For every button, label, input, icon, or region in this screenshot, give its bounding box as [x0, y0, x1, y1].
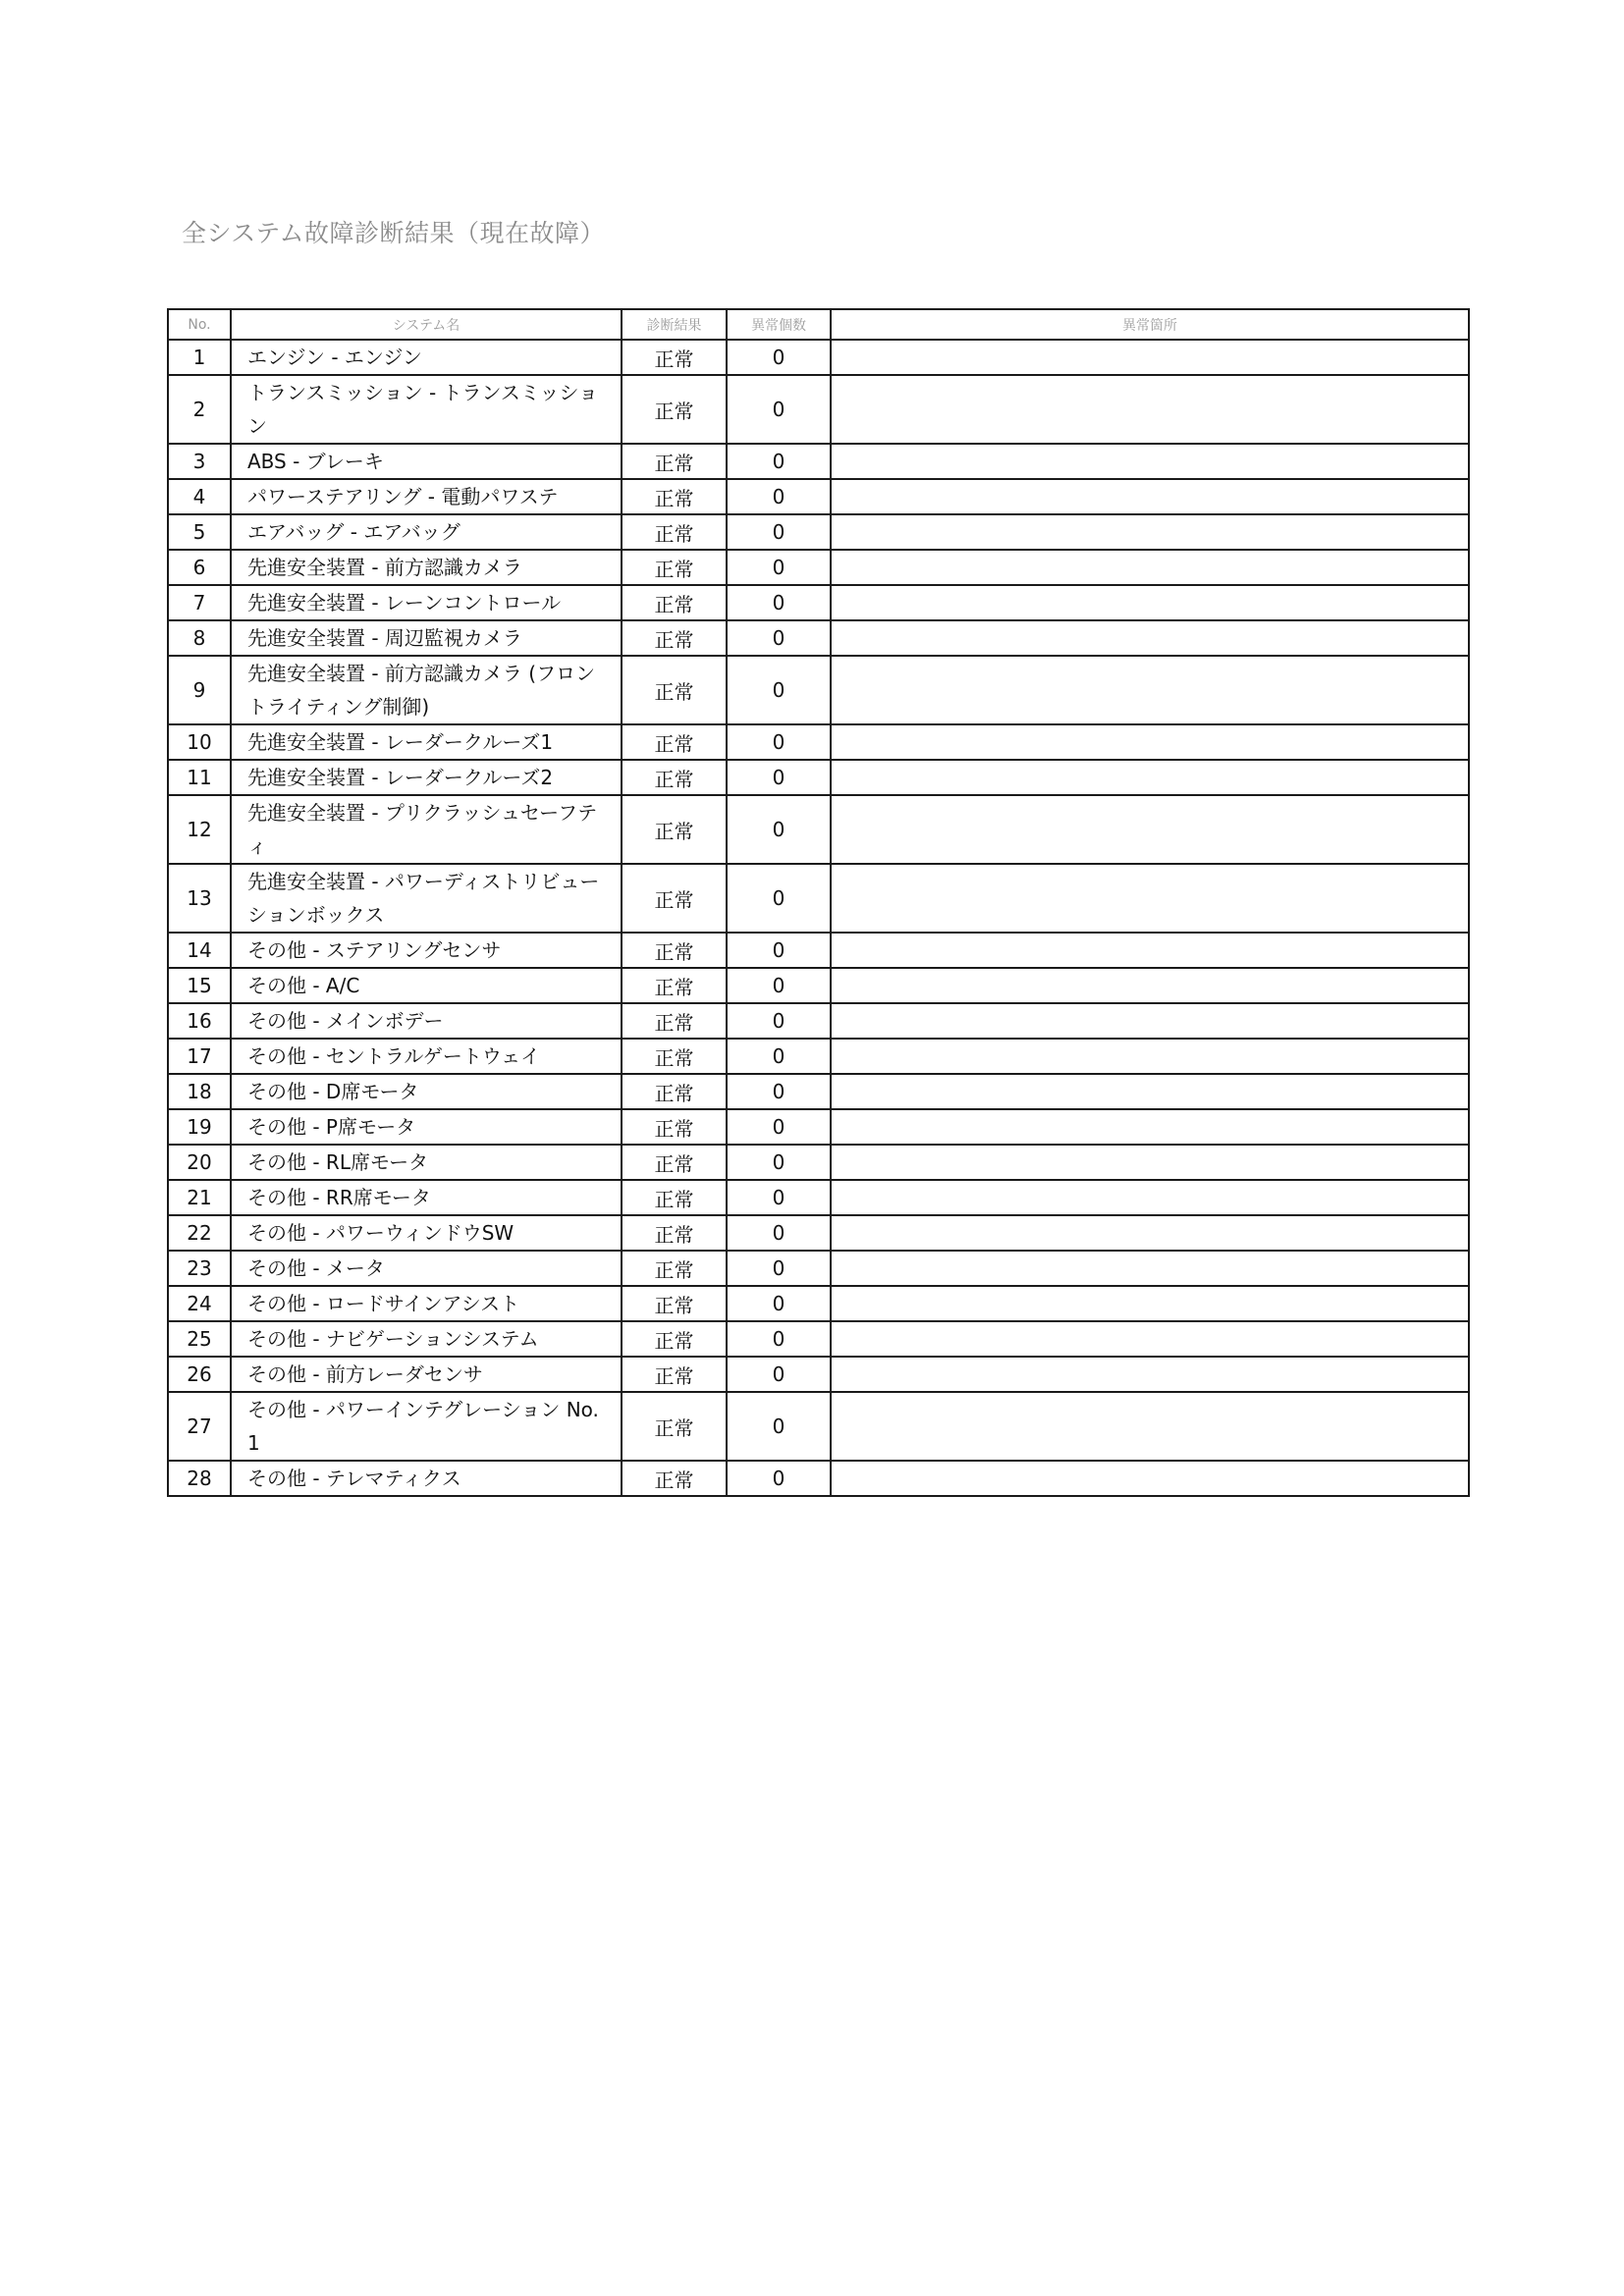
cell-no: 1: [168, 340, 231, 375]
cell-count: 0: [727, 1074, 831, 1109]
table-row: [168, 1003, 1469, 1039]
page-title: 全システム故障診断結果（現在故障）: [182, 219, 606, 247]
cell-no: 24: [168, 1286, 231, 1321]
table-row: [168, 1286, 1469, 1321]
cell-location: [831, 1039, 1469, 1074]
cell-count: 0: [727, 1039, 831, 1074]
cell-no: 28: [168, 1461, 231, 1496]
cell-result: 正常: [622, 1180, 727, 1215]
cell-system-name: トランスミッション - トランスミッション: [231, 375, 622, 444]
cell-result: 正常: [622, 514, 727, 550]
table-row: [168, 585, 1469, 620]
cell-result: 正常: [622, 1392, 727, 1461]
cell-system-name: エンジン - エンジン: [231, 340, 622, 375]
cell-result: 正常: [622, 1251, 727, 1286]
cell-no: 21: [168, 1180, 231, 1215]
diagnosis-table: [167, 308, 1470, 1497]
cell-count: 0: [727, 933, 831, 968]
cell-location: [831, 724, 1469, 760]
cell-location: [831, 550, 1469, 585]
table-body: [168, 340, 1469, 1496]
cell-no: 4: [168, 479, 231, 514]
cell-no: 17: [168, 1039, 231, 1074]
table-row: [168, 340, 1469, 375]
cell-system-name: その他 - メインボデー: [231, 1003, 622, 1039]
cell-system-name: その他 - セントラルゲートウェイ: [231, 1039, 622, 1074]
cell-result: 正常: [622, 479, 727, 514]
cell-result: 正常: [622, 620, 727, 656]
cell-location: [831, 795, 1469, 864]
table-row: [168, 656, 1469, 724]
cell-system-name: その他 - ステアリングセンサ: [231, 933, 622, 968]
column-header-no: No.: [168, 309, 231, 340]
cell-no: 15: [168, 968, 231, 1003]
cell-no: 5: [168, 514, 231, 550]
cell-count: 0: [727, 375, 831, 444]
cell-system-name: 先進安全装置 - 前方認識カメラ: [231, 550, 622, 585]
cell-system-name: その他 - パワーウィンドウSW: [231, 1215, 622, 1251]
cell-system-name: その他 - テレマティクス: [231, 1461, 622, 1496]
cell-count: 0: [727, 1392, 831, 1461]
cell-count: 0: [727, 1357, 831, 1392]
column-header-system-name: システム名: [231, 309, 622, 340]
cell-result: 正常: [622, 550, 727, 585]
table-row: [168, 933, 1469, 968]
cell-no: 3: [168, 444, 231, 479]
cell-no: 18: [168, 1074, 231, 1109]
cell-system-name: その他 - パワーインテグレーション No.1: [231, 1392, 622, 1461]
cell-result: 正常: [622, 1321, 727, 1357]
cell-system-name: 先進安全装置 - 周辺監視カメラ: [231, 620, 622, 656]
cell-count: 0: [727, 1215, 831, 1251]
cell-result: 正常: [622, 375, 727, 444]
cell-count: 0: [727, 1145, 831, 1180]
cell-no: 8: [168, 620, 231, 656]
cell-location: [831, 1321, 1469, 1357]
cell-system-name: その他 - A/C: [231, 968, 622, 1003]
table-row: [168, 724, 1469, 760]
cell-location: [831, 585, 1469, 620]
cell-location: [831, 864, 1469, 933]
cell-count: 0: [727, 864, 831, 933]
table-row: [168, 795, 1469, 864]
cell-result: 正常: [622, 1074, 727, 1109]
cell-location: [831, 1145, 1469, 1180]
cell-system-name: その他 - ロードサインアシスト: [231, 1286, 622, 1321]
cell-system-name: その他 - メータ: [231, 1251, 622, 1286]
column-header-location: 異常箇所: [831, 309, 1469, 340]
cell-count: 0: [727, 340, 831, 375]
cell-count: 0: [727, 656, 831, 724]
cell-no: 26: [168, 1357, 231, 1392]
cell-location: [831, 968, 1469, 1003]
table-row: [168, 864, 1469, 933]
cell-system-name: 先進安全装置 - レーンコントロール: [231, 585, 622, 620]
table-row: [168, 1180, 1469, 1215]
cell-count: 0: [727, 1251, 831, 1286]
cell-count: 0: [727, 760, 831, 795]
cell-location: [831, 444, 1469, 479]
table-row: [168, 514, 1469, 550]
cell-location: [831, 1003, 1469, 1039]
table-header-row: [168, 309, 1469, 340]
cell-location: [831, 656, 1469, 724]
cell-location: [831, 1392, 1469, 1461]
cell-no: 14: [168, 933, 231, 968]
cell-location: [831, 479, 1469, 514]
column-header-count: 異常個数: [727, 309, 831, 340]
cell-result: 正常: [622, 968, 727, 1003]
cell-location: [831, 760, 1469, 795]
cell-count: 0: [727, 1109, 831, 1145]
table-row: [168, 1321, 1469, 1357]
table-row: [168, 1039, 1469, 1074]
cell-result: 正常: [622, 1286, 727, 1321]
column-header-result: 診断結果: [622, 309, 727, 340]
cell-count: 0: [727, 1286, 831, 1321]
cell-count: 0: [727, 1180, 831, 1215]
cell-no: 7: [168, 585, 231, 620]
cell-location: [831, 933, 1469, 968]
table-row: [168, 550, 1469, 585]
cell-no: 9: [168, 656, 231, 724]
cell-system-name: 先進安全装置 - プリクラッシュセーフティ: [231, 795, 622, 864]
cell-result: 正常: [622, 760, 727, 795]
cell-system-name: その他 - P席モータ: [231, 1109, 622, 1145]
cell-location: [831, 1357, 1469, 1392]
table-row: [168, 1461, 1469, 1496]
table-row: [168, 968, 1469, 1003]
cell-location: [831, 340, 1469, 375]
cell-location: [831, 1215, 1469, 1251]
cell-count: 0: [727, 514, 831, 550]
cell-no: 27: [168, 1392, 231, 1461]
cell-result: 正常: [622, 656, 727, 724]
table-row: [168, 375, 1469, 444]
cell-system-name: ABS - ブレーキ: [231, 444, 622, 479]
table-row: [168, 479, 1469, 514]
cell-location: [831, 1109, 1469, 1145]
table-row: [168, 1215, 1469, 1251]
table-row: [168, 1074, 1469, 1109]
cell-system-name: その他 - RL席モータ: [231, 1145, 622, 1180]
cell-count: 0: [727, 1003, 831, 1039]
cell-count: 0: [727, 968, 831, 1003]
cell-system-name: その他 - ナビゲーションシステム: [231, 1321, 622, 1357]
cell-no: 11: [168, 760, 231, 795]
cell-count: 0: [727, 724, 831, 760]
cell-no: 20: [168, 1145, 231, 1180]
table-row: [168, 444, 1469, 479]
cell-no: 6: [168, 550, 231, 585]
cell-location: [831, 1180, 1469, 1215]
cell-result: 正常: [622, 1215, 727, 1251]
cell-result: 正常: [622, 1461, 727, 1496]
cell-result: 正常: [622, 444, 727, 479]
cell-no: 10: [168, 724, 231, 760]
cell-count: 0: [727, 444, 831, 479]
cell-result: 正常: [622, 1357, 727, 1392]
cell-location: [831, 1461, 1469, 1496]
cell-location: [831, 1286, 1469, 1321]
cell-no: 22: [168, 1215, 231, 1251]
cell-result: 正常: [622, 724, 727, 760]
cell-count: 0: [727, 795, 831, 864]
cell-system-name: その他 - RR席モータ: [231, 1180, 622, 1215]
cell-result: 正常: [622, 933, 727, 968]
cell-count: 0: [727, 1461, 831, 1496]
cell-system-name: 先進安全装置 - パワーディストリビューションボックス: [231, 864, 622, 933]
table-row: [168, 1109, 1469, 1145]
cell-result: 正常: [622, 1109, 727, 1145]
cell-system-name: 先進安全装置 - レーダークルーズ2: [231, 760, 622, 795]
cell-location: [831, 1074, 1469, 1109]
cell-no: 13: [168, 864, 231, 933]
cell-location: [831, 620, 1469, 656]
cell-count: 0: [727, 585, 831, 620]
cell-no: 19: [168, 1109, 231, 1145]
cell-result: 正常: [622, 585, 727, 620]
cell-count: 0: [727, 620, 831, 656]
table-row: [168, 1392, 1469, 1461]
cell-result: 正常: [622, 1003, 727, 1039]
table-row: [168, 1251, 1469, 1286]
table-row: [168, 1145, 1469, 1180]
cell-location: [831, 514, 1469, 550]
table-row: [168, 760, 1469, 795]
cell-count: 0: [727, 550, 831, 585]
cell-no: 25: [168, 1321, 231, 1357]
cell-no: 12: [168, 795, 231, 864]
cell-location: [831, 1251, 1469, 1286]
cell-result: 正常: [622, 795, 727, 864]
cell-no: 2: [168, 375, 231, 444]
cell-system-name: 先進安全装置 - レーダークルーズ1: [231, 724, 622, 760]
cell-result: 正常: [622, 1145, 727, 1180]
cell-location: [831, 375, 1469, 444]
cell-system-name: その他 - D席モータ: [231, 1074, 622, 1109]
cell-result: 正常: [622, 340, 727, 375]
cell-result: 正常: [622, 1039, 727, 1074]
table-row: [168, 1357, 1469, 1392]
table-row: [168, 620, 1469, 656]
cell-count: 0: [727, 479, 831, 514]
cell-count: 0: [727, 1321, 831, 1357]
cell-no: 16: [168, 1003, 231, 1039]
cell-system-name: その他 - 前方レーダセンサ: [231, 1357, 622, 1392]
cell-system-name: パワーステアリング - 電動パワステ: [231, 479, 622, 514]
cell-system-name: エアバッグ - エアバッグ: [231, 514, 622, 550]
cell-result: 正常: [622, 864, 727, 933]
cell-no: 23: [168, 1251, 231, 1286]
cell-system-name: 先進安全装置 - 前方認識カメラ (フロントライティング制御): [231, 656, 622, 724]
